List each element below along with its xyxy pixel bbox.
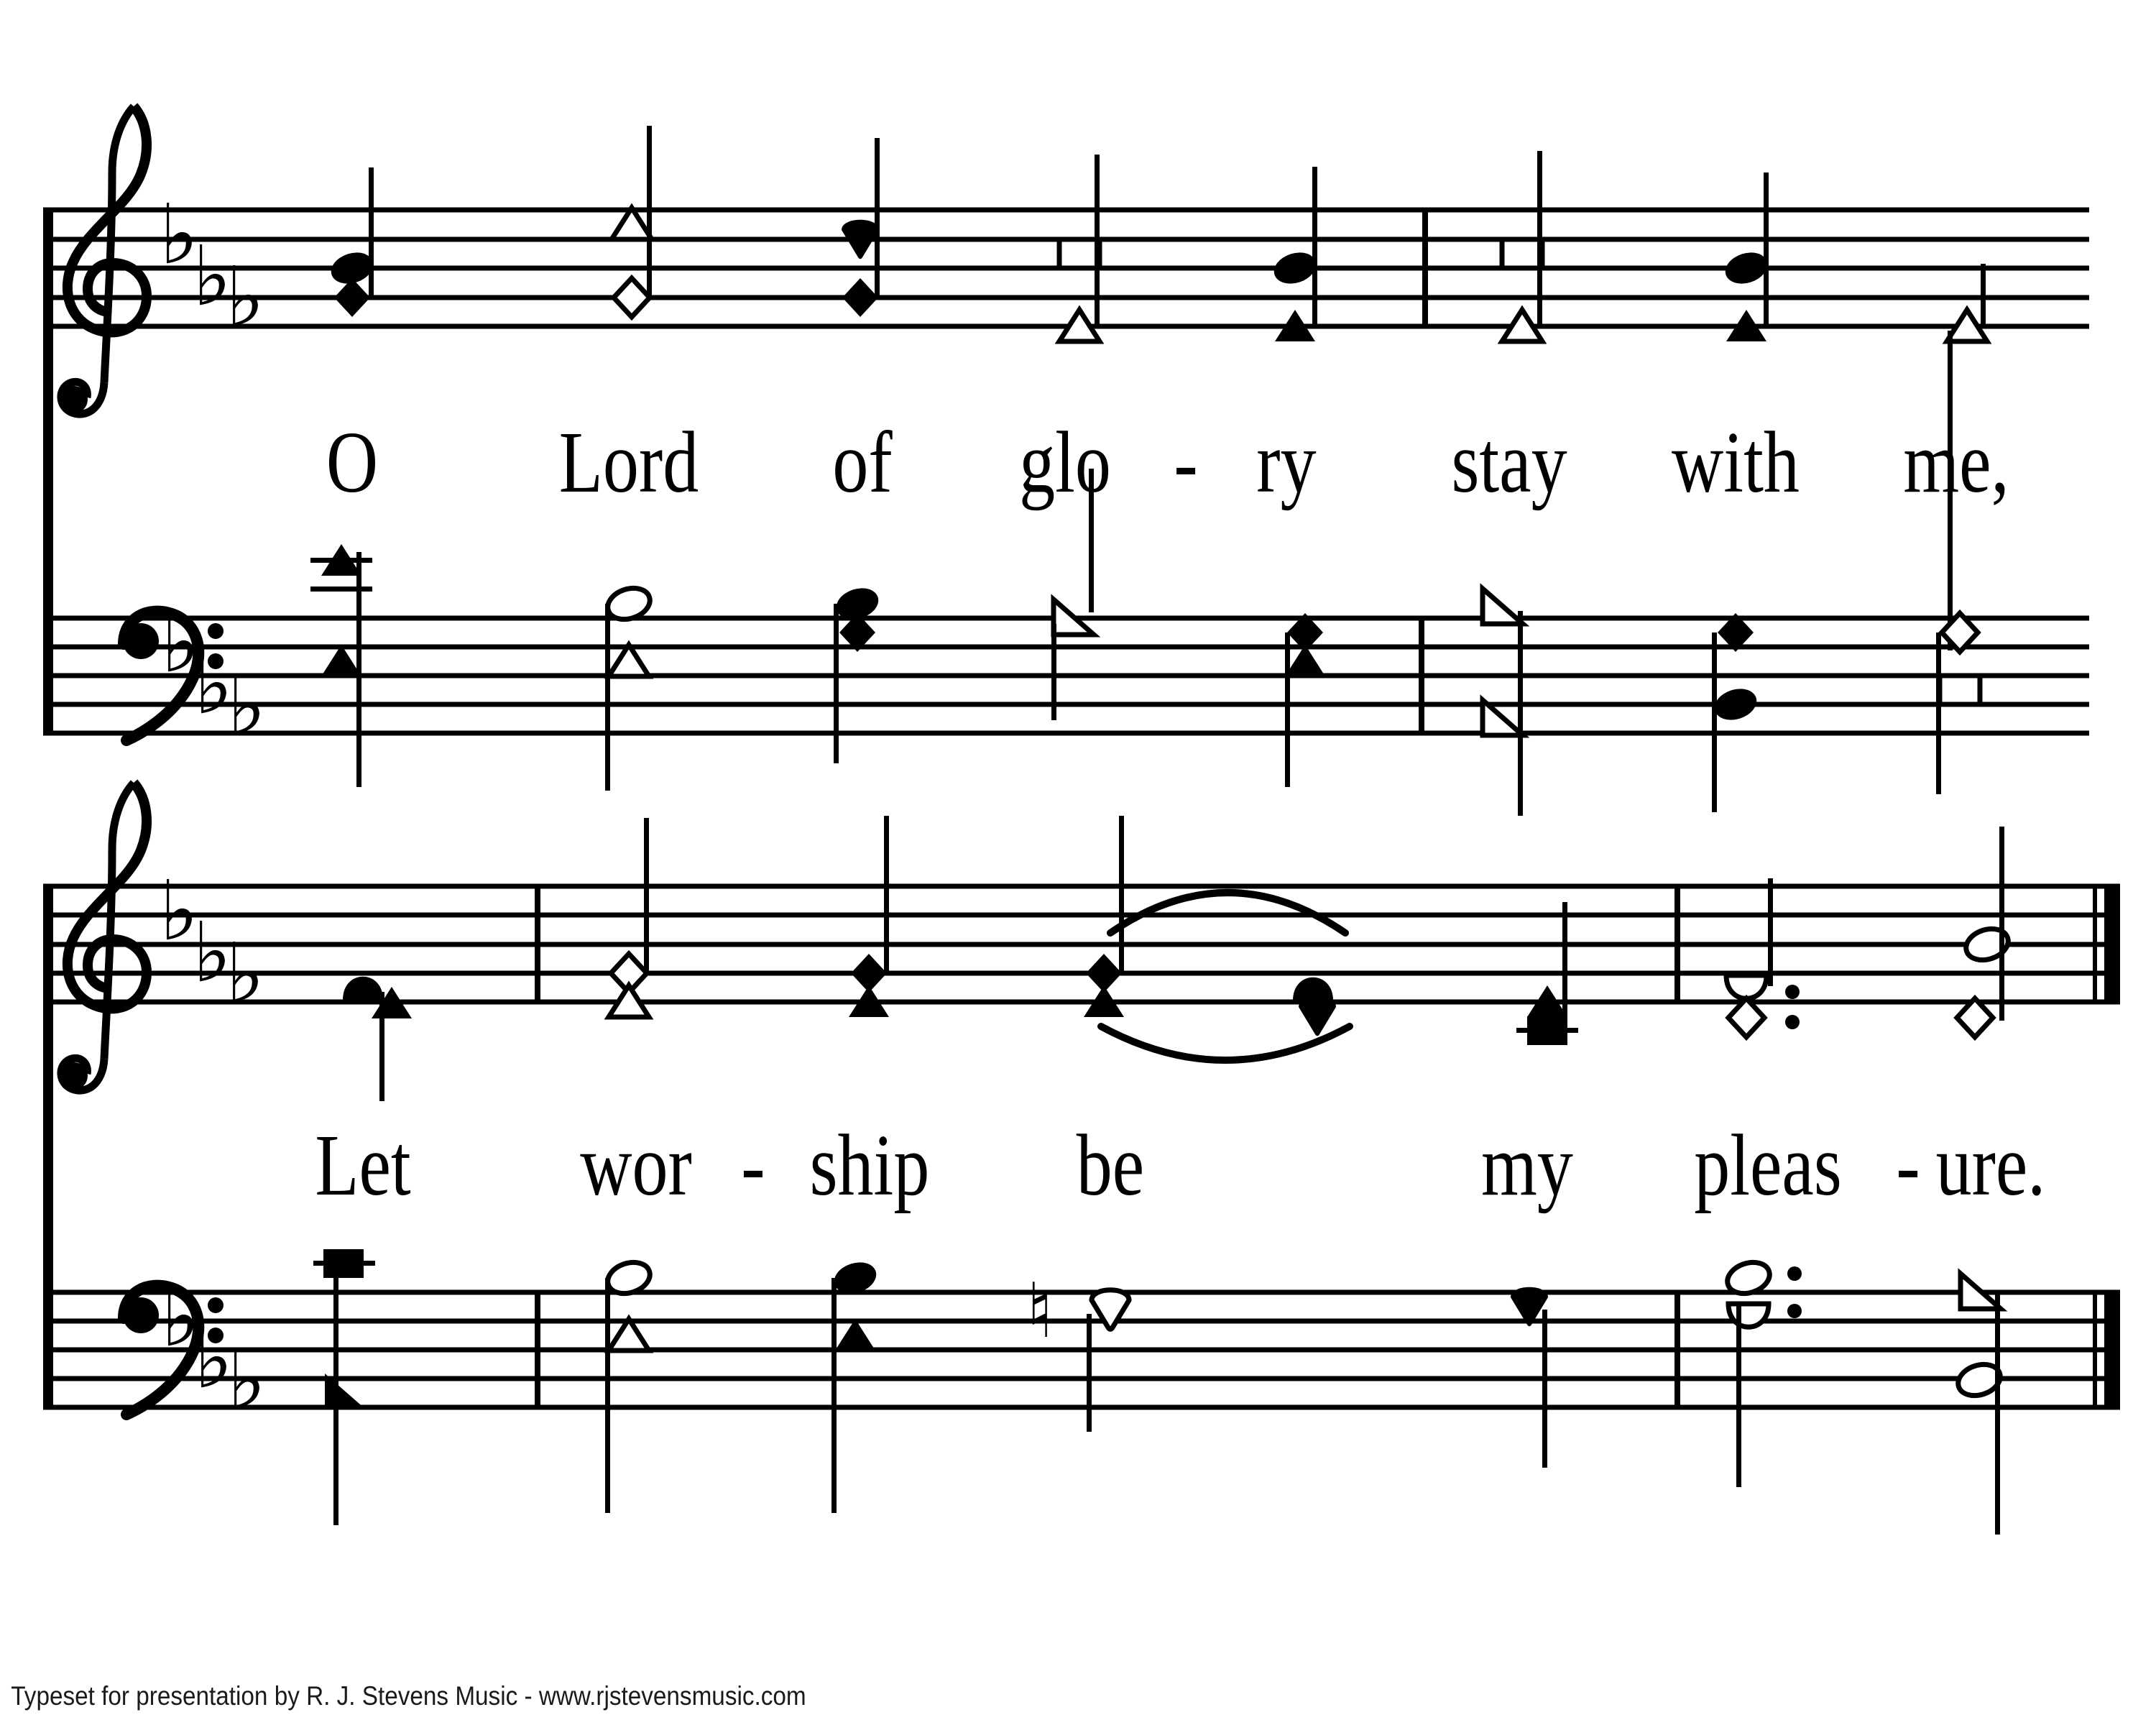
chord-ry-bass bbox=[1285, 613, 1325, 787]
barline bbox=[1674, 886, 1680, 1002]
chord-with-treble bbox=[1721, 172, 1772, 341]
system-start-barline bbox=[43, 210, 53, 733]
chord-ship-bass bbox=[830, 1257, 880, 1513]
chord-o-treble bbox=[327, 167, 377, 317]
lyrics-line-1 bbox=[326, 415, 2009, 512]
svg-text:♭: ♭ bbox=[226, 926, 265, 1022]
chord-wor-bass bbox=[604, 1257, 654, 1513]
lyric-syllable: me, bbox=[1903, 414, 2009, 512]
treble-clef-icon bbox=[60, 783, 147, 1090]
bass-staff-1 bbox=[43, 469, 2089, 816]
chord-glo-treble bbox=[1059, 155, 1100, 341]
chord-pleas-treble bbox=[1726, 878, 1800, 1037]
treble-staff-2 bbox=[43, 783, 2120, 1101]
lyric-syllable: Lord bbox=[558, 414, 699, 512]
footer bbox=[11, 1681, 806, 1711]
lyric-hyphen: - bbox=[1896, 1117, 1920, 1215]
svg-text:♭: ♭ bbox=[226, 249, 265, 346]
chord-lord-bass bbox=[604, 583, 654, 791]
chord-lord-treble bbox=[612, 126, 652, 317]
lyric-syllable: be bbox=[1076, 1117, 1145, 1215]
svg-text:♭: ♭ bbox=[227, 1332, 267, 1428]
lyric-syllable: Let bbox=[315, 1117, 411, 1215]
lyric-syllable: of bbox=[832, 414, 893, 512]
barline bbox=[1674, 1292, 1680, 1407]
svg-text:♭: ♭ bbox=[161, 595, 201, 691]
staff-lines bbox=[43, 1292, 2120, 1407]
chord-with-bass bbox=[1710, 613, 1761, 812]
barline bbox=[1419, 618, 1424, 733]
final-double-barline bbox=[2093, 886, 2120, 1002]
svg-text:♭: ♭ bbox=[227, 658, 267, 754]
treble-clef-icon bbox=[60, 106, 147, 414]
lyric-syllable: pleas bbox=[1694, 1117, 1842, 1215]
natural-accidental: ♮ bbox=[1026, 1267, 1054, 1355]
lyric-syllable: ure. bbox=[1935, 1117, 2046, 1215]
lyric-syllable: glo bbox=[1019, 414, 1111, 512]
svg-text:♭: ♭ bbox=[193, 905, 232, 1001]
chord-ure-treble bbox=[1957, 827, 2012, 1037]
tie-slur bbox=[1101, 893, 1350, 1060]
lyric-syllable: stay bbox=[1451, 414, 1567, 512]
chord-let-treble bbox=[343, 977, 412, 1101]
lyric-syllable: with bbox=[1672, 414, 1800, 512]
lyric-syllable: wor bbox=[580, 1117, 692, 1215]
barline bbox=[535, 886, 540, 1002]
chord-ure-bass bbox=[1954, 1274, 2004, 1535]
svg-text:♭: ♭ bbox=[194, 637, 234, 733]
barline bbox=[535, 1292, 540, 1407]
chord-stay-treble bbox=[1502, 151, 1542, 341]
system-start-barline bbox=[43, 886, 53, 1407]
svg-text:♭: ♭ bbox=[160, 187, 199, 283]
lyric-hyphen: - bbox=[1174, 414, 1198, 512]
lyric-syllable: O bbox=[326, 414, 379, 512]
svg-text:♭: ♭ bbox=[194, 1311, 234, 1407]
barline bbox=[1422, 210, 1428, 326]
lyric-syllable: ry bbox=[1256, 414, 1317, 512]
bass-staff-2 bbox=[43, 1249, 2120, 1535]
chord-me-bass bbox=[1936, 613, 1980, 794]
chord-ry-treble bbox=[1270, 167, 1320, 341]
chord-be-held-treble bbox=[1293, 978, 1336, 1036]
lyrics-line-2 bbox=[315, 1118, 2045, 1215]
svg-text:♭: ♭ bbox=[160, 863, 199, 960]
lyric-syllable: ship bbox=[809, 1117, 930, 1215]
svg-text:♭: ♭ bbox=[193, 229, 232, 325]
chord-of-treble bbox=[842, 138, 880, 317]
lyric-hyphen: - bbox=[741, 1117, 765, 1215]
footer-credit: Typeset for presentation by R. J. Stevens Music - www.rjstevensmusic.com bbox=[11, 1681, 806, 1711]
chord-o-bass bbox=[310, 544, 372, 787]
lyrics-layer bbox=[315, 415, 2045, 1215]
final-double-barline bbox=[2093, 1292, 2120, 1407]
svg-text:♭: ♭ bbox=[161, 1269, 201, 1366]
lyric-syllable: my bbox=[1481, 1117, 1573, 1215]
